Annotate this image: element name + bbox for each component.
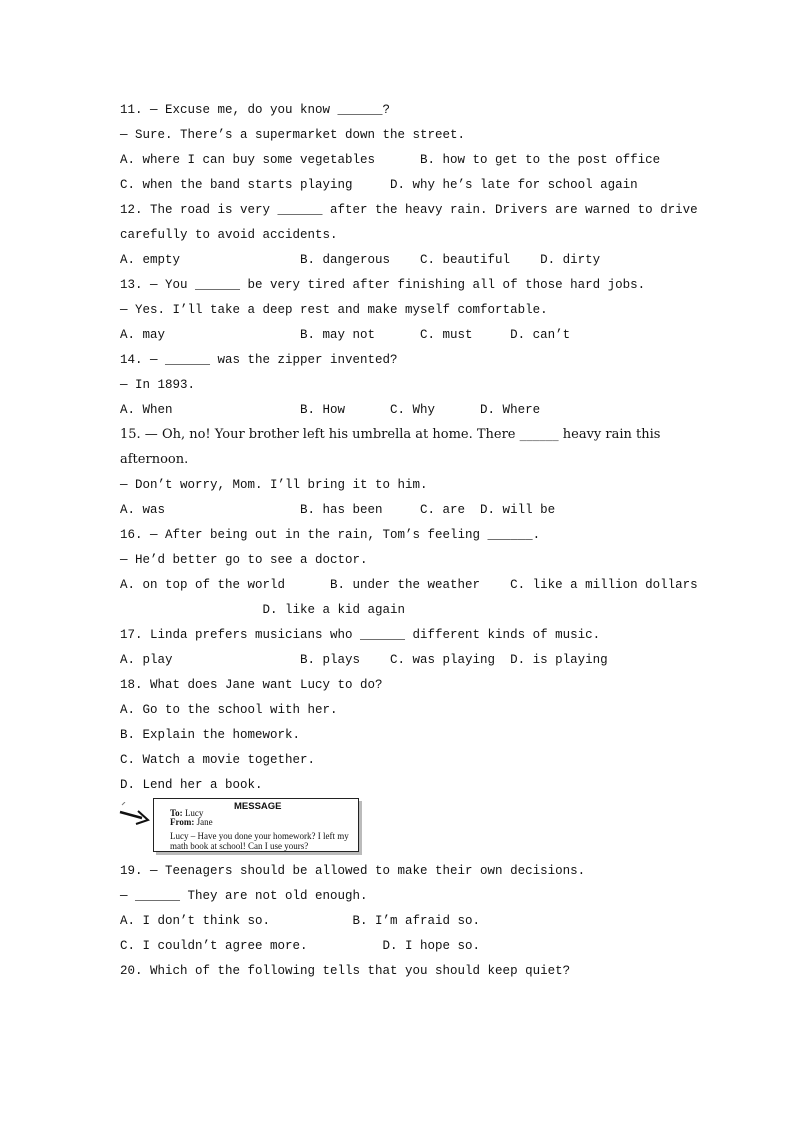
- q16-dialogue: — He’d better go to see a doctor.: [120, 553, 368, 567]
- q18-stem: 18. What does Jane want Lucy to do?: [120, 678, 383, 692]
- q11-stem: 11. — Excuse me, do you know ______?: [120, 103, 391, 117]
- q12-options: A. empty B. dangerous C. beautiful D. dirty: [120, 253, 601, 267]
- q19-options-ab: A. I don’t think so. B. I’m afraid so.: [120, 914, 481, 928]
- q11-options-cd: C. when the band starts playing D. why he’s late for school again: [120, 178, 638, 192]
- q15-options: A. was B. has been C. are D. will be: [120, 503, 556, 517]
- q13-dialogue: — Yes. I’ll take a deep rest and make myself comfortable.: [120, 303, 548, 317]
- q14-dialogue: — In 1893.: [120, 378, 196, 392]
- q17-stem: 17. Linda prefers musicians who ______ different kinds of music.: [120, 628, 601, 642]
- q14-stem: 14. — ______ was the zipper invented?: [120, 353, 398, 367]
- q11-dialogue: — Sure. There’s a supermarket down the street.: [120, 128, 466, 142]
- q17-options: A. play B. plays C. was playing D. is playing: [120, 653, 608, 667]
- q19-stem: 19. — Teenagers should be allowed to make their own decisions.: [120, 864, 586, 878]
- q18-option-a: A. Go to the school with her.: [120, 703, 338, 717]
- message-to: To: Lucy: [170, 808, 204, 818]
- q16-stem: 16. — After being out in the rain, Tom’s feeling ______.: [120, 528, 541, 542]
- q13-stem: 13. — You ______ be very tired after finishing all of those hard jobs.: [120, 278, 646, 292]
- message-title: MESSAGE: [234, 801, 282, 812]
- arrow-icon: [118, 802, 154, 832]
- q15-dialogue: — Don’t worry, Mom. I’ll bring it to him.: [120, 478, 428, 492]
- q20-stem: 20. Which of the following tells that you should keep quiet?: [120, 964, 571, 978]
- q18-option-c: C. Watch a movie together.: [120, 753, 316, 767]
- message-body: Lucy – Have you done your homework? I left my math book at school! Can I use yours?: [170, 831, 349, 851]
- message-from: From: Jane: [170, 817, 213, 827]
- q11-options-ab: A. where I can buy some vegetables B. how to get to the post office: [120, 153, 661, 167]
- q18-option-b: B. Explain the homework.: [120, 728, 301, 742]
- q16-option-d: D. like a kid again: [120, 603, 406, 617]
- q15-stem: 15. — Oh, no! Your brother left his umbrella at home. There ______ heavy rain this: [120, 427, 661, 442]
- q18-option-d: D. Lend her a book.: [120, 778, 263, 792]
- q19-dialogue: — ______ They are not old enough.: [120, 889, 368, 903]
- q13-options: A. may B. may not C. must D. can’t: [120, 328, 571, 342]
- q12-stem: 12. The road is very ______ after the heavy rain. Drivers are warned to drive: [120, 203, 698, 217]
- message-note: [153, 798, 359, 852]
- q12-stem-cont: carefully to avoid accidents.: [120, 228, 338, 242]
- q19-options-cd: C. I couldn’t agree more. D. I hope so.: [120, 939, 481, 953]
- q14-options: A. When B. How C. Why D. Where: [120, 403, 541, 417]
- q16-options-abc: A. on top of the world B. under the weather C. like a million dollars: [120, 578, 698, 592]
- q15-stem-cont: afternoon.: [120, 452, 189, 467]
